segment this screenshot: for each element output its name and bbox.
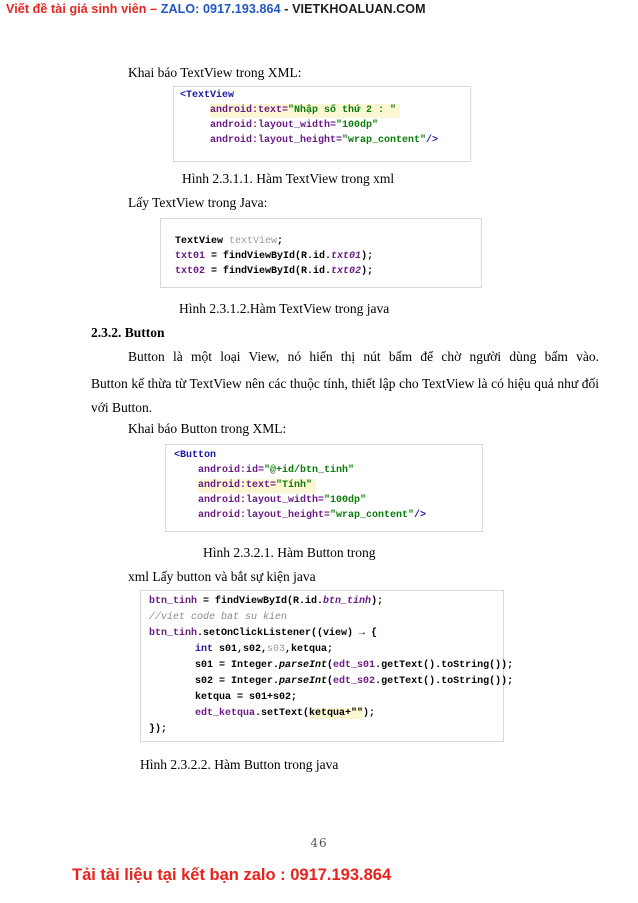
code-token: android:layout_width= xyxy=(210,120,337,131)
code-token: s02 = Integer. xyxy=(195,676,280,687)
paragraph-textview-java: Lấy TextView trong Java: xyxy=(128,195,268,210)
code-token: btn_tinh xyxy=(149,596,198,607)
figure-caption: Hình 2.3.2.1. Hàm Button trong xyxy=(203,545,376,560)
code-token: btn_tinh xyxy=(149,628,198,639)
code-token: ,ketqua; xyxy=(285,644,334,655)
code-block-button-xml xyxy=(165,444,483,532)
code-token: txt01 xyxy=(331,251,362,262)
code-token: /> xyxy=(426,135,439,146)
code-token: edt_s02 xyxy=(333,676,376,687)
code-block-textview-xml xyxy=(173,86,471,162)
code-token: ketqua = s01+s02; xyxy=(195,692,298,703)
code-token: edt_ketqua xyxy=(195,708,256,719)
code-token: .getText().toString()); xyxy=(375,676,514,687)
code-token: txt01 xyxy=(175,251,206,262)
code-token: ketqua+"" xyxy=(309,708,364,719)
code-token: = findViewById(R.id. xyxy=(197,596,324,607)
body-paragraph-line: Button là một loại View, nó hiển thị nút bấm để chờ người dùng bấm vào. xyxy=(128,349,599,364)
code-block-button-java xyxy=(140,590,514,742)
code-token: "Tính" xyxy=(276,480,313,491)
header-text: Viết đề tài giá sinh viên – xyxy=(6,2,161,16)
code-token: ( xyxy=(327,660,334,671)
page-number: 46 xyxy=(310,836,328,850)
code-token: ); xyxy=(361,251,374,262)
figure-caption: Hình 2.3.2.2. Hàm Button trong java xyxy=(140,757,339,772)
code-token: ); xyxy=(371,596,384,607)
body-paragraph: Button kế thừa từ TextView nên các thuộc tính, thiết lập cho TextView là có hiệu quả như đối với Button. xyxy=(91,376,599,415)
section-heading: 2.3.2. Button xyxy=(91,325,165,340)
code-token: "@+id/btn_tinh" xyxy=(264,465,355,476)
code-token: edt_s01 xyxy=(333,660,376,671)
code-token: ( xyxy=(327,676,334,687)
code-token: android:text= xyxy=(210,105,289,116)
code-token: s03 xyxy=(267,644,286,655)
code-token: ); xyxy=(361,266,374,277)
code-block-textview-java xyxy=(160,218,482,288)
code-token: android:layout_height= xyxy=(210,135,343,146)
code-token: int xyxy=(195,644,220,655)
code-token: android:layout_width= xyxy=(198,495,325,506)
page-footer-banner: Tải tài liệu tại kết bạn zalo : 0917.193.864 xyxy=(72,866,392,884)
code-token: android:text= xyxy=(198,480,277,491)
code-token: = findViewById(R.id. xyxy=(205,266,332,277)
code-token: <TextView xyxy=(180,90,235,101)
header-site: VIETKHOALUAN.COM xyxy=(292,2,426,16)
code-token: /> xyxy=(414,510,427,521)
figure-caption: Hình 2.3.1.1. Hàm TextView trong xml xyxy=(182,171,395,186)
code-token: = findViewById(R.id. xyxy=(205,251,332,262)
paragraph-button-xml: Khai báo Button trong XML: xyxy=(128,421,287,436)
code-token: "100dp" xyxy=(336,120,379,131)
code-token: btn_tinh xyxy=(323,596,372,607)
code-token: "100dp" xyxy=(324,495,367,506)
paragraph-textview-xml: Khai báo TextView trong XML: xyxy=(128,65,302,80)
code-comment: //viet code bat su kien xyxy=(149,612,288,623)
code-token: ; xyxy=(277,236,284,247)
code-token: txt02 xyxy=(175,266,206,277)
code-token: "wrap_content" xyxy=(330,510,415,521)
code-token: s01,s02, xyxy=(219,644,268,655)
code-token: ); xyxy=(363,708,376,719)
code-token: android:id= xyxy=(198,465,265,476)
code-token: txt02 xyxy=(331,266,362,277)
code-token: parseInt xyxy=(279,660,328,671)
code-token: .setOnClickListener((view) → { xyxy=(197,628,378,639)
header-sep: - xyxy=(280,2,293,16)
code-token: <Button xyxy=(174,450,217,461)
code-token: android:layout_height= xyxy=(198,510,331,521)
figure-caption: Hình 2.3.1.2.Hàm TextView trong java xyxy=(179,301,390,316)
page-header-banner xyxy=(6,2,426,16)
code-token: TextView xyxy=(175,236,230,247)
code-token: parseInt xyxy=(279,676,328,687)
header-zalo-label: ZALO: xyxy=(160,2,203,16)
code-token: .setText( xyxy=(255,708,310,719)
code-token: textView xyxy=(229,236,278,247)
code-token: "wrap_content" xyxy=(342,135,427,146)
code-token: }); xyxy=(149,724,168,735)
code-token: "Nhập số thứ 2 : " xyxy=(288,105,397,116)
header-zalo-number: 0917.193.864 xyxy=(202,2,281,16)
figure-caption-continued: xml Lấy button và bắt sự kiện java xyxy=(128,569,316,584)
code-token: s01 = Integer. xyxy=(195,660,280,671)
code-token: .getText().toString()); xyxy=(375,660,514,671)
